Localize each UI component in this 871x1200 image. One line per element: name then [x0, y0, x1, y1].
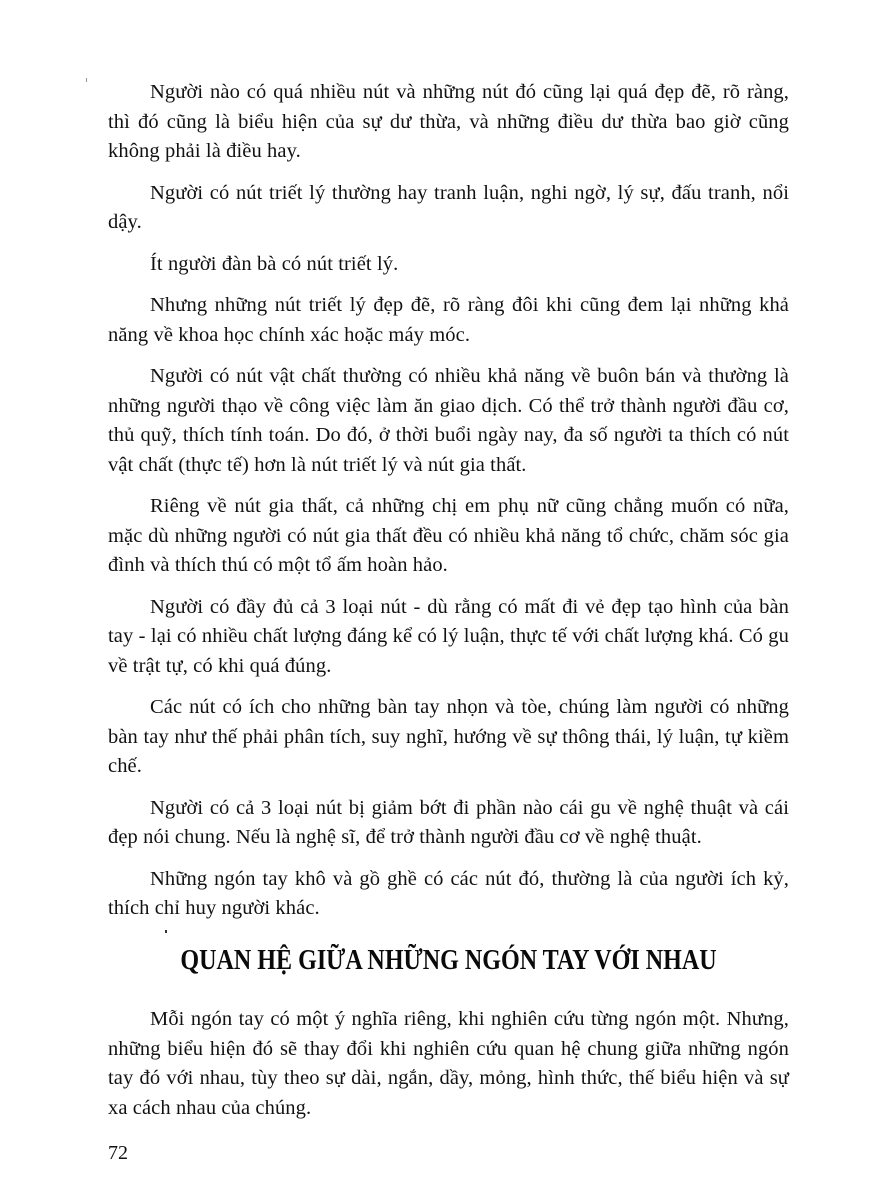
paragraph: Người có cả 3 loại nút bị giảm bớt đi phần nào cái gu về nghệ thuật và cái đẹp nói chung. Nếu là nghệ sĩ, để trở thành người đầu cơ về nghệ thuật. [108, 796, 789, 848]
section-heading: QUAN HỆ GIỮA NHỮNG NGÓN TAY VỚI NHAU [180, 945, 717, 976]
paragraph: Những ngón tay khô và gồ ghề có các nút đó, thường là của người ích kỷ, thích chỉ huy người khác. [108, 867, 789, 919]
paragraph: Ít người đàn bà có nút triết lý. [150, 252, 399, 275]
paragraph: Người nào có quá nhiều nút và những nút đó cũng lại quá đẹp đẽ, rõ ràng, thì đó cũng là biểu hiện của sự dư thừa, và những điều dư thừa bao giờ cũng không phải là điều hay. [108, 81, 789, 162]
paragraph: Người có nút triết lý thường hay tranh luận, nghi ngờ, lý sự, đấu tranh, nổi dậy. [108, 181, 789, 233]
page-number: 72 [108, 1142, 128, 1164]
paragraph: Mỗi ngón tay có một ý nghĩa riêng, khi nghiên cứu từng ngón một. Nhưng, những biểu hiện đó sẽ thay đổi khi nghiên cứu quan hệ chung giữa những ngón tay đó với nhau, tùy theo sự dài, ngắn, dầy, mỏng, hình thức, thế biểu hiện và sự xa cách nhau của chúng. [108, 1008, 789, 1119]
section-body [108, 1005, 789, 1135]
scan-speck [86, 78, 87, 82]
paragraph: Người có đầy đủ cả 3 loại nút - dù rằng có mất đi vẻ đẹp tạo hình của bàn tay - lại có nhiều chất lượng đáng kể có lý luận, thực tế với chất lượng khá. Có gu về trật tự, có khi quá đúng. [108, 595, 789, 677]
paragraph: Người có nút vật chất thường có nhiều khả năng về buôn bán và thường là những người thạo về công việc làm ăn giao dịch. Có thể trở thành người đầu cơ, thủ quỹ, thích tính toán. Do đó, ở thời buổi ngày nay, đa số người ta thích có nút vật chất (thực tế) hơn là nút triết lý và nút gia thất. [108, 365, 789, 476]
body-text [108, 78, 789, 936]
paragraph: Nhưng những nút triết lý đẹp đẽ, rõ ràng đôi khi cũng đem lại những khả năng về khoa học chính xác hoặc máy móc. [108, 294, 789, 346]
scan-dot [165, 930, 167, 933]
paragraph: Các nút có ích cho những bàn tay nhọn và tòe, chúng làm người có những bàn tay như thế phải phân tích, suy nghĩ, hướng về sự thông thái, lý luận, tự kiềm chế. [108, 696, 789, 777]
paragraph: Riêng về nút gia thất, cả những chị em phụ nữ cũng chẳng muốn có nữa, mặc dù những người có nút gia thất đều có nhiều khả năng tổ chức, chăm sóc gia đình và thích thú có một tổ ấm hoàn hảo. [108, 495, 789, 576]
